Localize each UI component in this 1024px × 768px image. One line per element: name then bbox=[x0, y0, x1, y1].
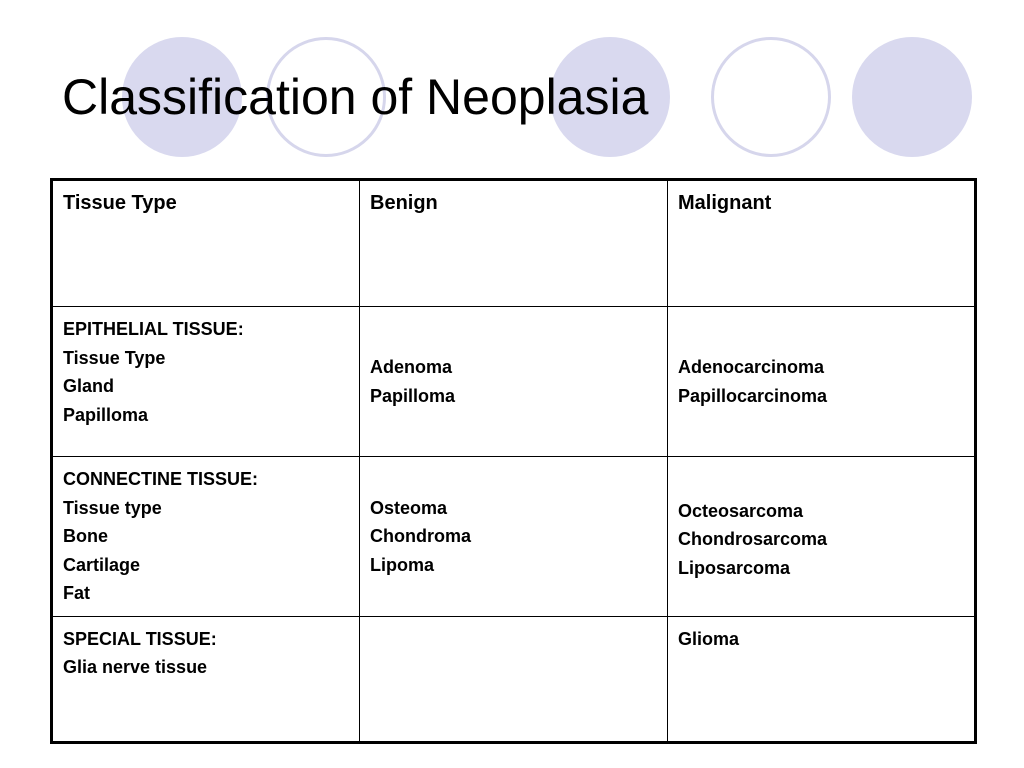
tissue-line: Bone bbox=[63, 526, 108, 546]
malignant-item: Octeosarcoma bbox=[678, 500, 804, 521]
malignant-item: Glioma bbox=[678, 628, 740, 649]
malignant-item: Adenocarcinoma bbox=[678, 357, 825, 377]
tissue-line: Tissue Type bbox=[63, 347, 166, 368]
slide-title: Classification of Neoplasia bbox=[62, 69, 649, 125]
tissue-line: Tissue type bbox=[63, 497, 162, 518]
table-header-row bbox=[52, 180, 976, 307]
cell-epithelial-tissue bbox=[52, 307, 360, 457]
cell-epithelial-benign bbox=[360, 307, 668, 457]
cell-epithelial-malignant bbox=[668, 307, 976, 457]
cell-connective-malignant bbox=[668, 457, 976, 617]
category-label: EPITHELIAL TISSUE: bbox=[63, 319, 244, 339]
table-row-connective bbox=[52, 457, 976, 617]
neoplasia-table bbox=[50, 178, 977, 744]
decor-circle-4 bbox=[711, 37, 831, 157]
benign-item: Adenoma bbox=[370, 357, 453, 377]
cell-special-tissue bbox=[52, 616, 360, 742]
malignant-item: Papillocarcinoma bbox=[678, 385, 828, 406]
malignant-item: Chondrosarcoma bbox=[678, 529, 828, 549]
header-tissue-type: Tissue Type bbox=[52, 180, 360, 307]
tissue-line: Glia nerve tissue bbox=[63, 657, 208, 677]
cell-special-benign bbox=[360, 616, 668, 742]
header-benign: Benign bbox=[360, 180, 668, 307]
malignant-item: Liposarcoma bbox=[678, 557, 791, 578]
table-row-special bbox=[52, 616, 976, 742]
category-label: SPECIAL TISSUE: bbox=[63, 628, 217, 649]
table-row-epithelial bbox=[52, 307, 976, 457]
tissue-line: Cartilage bbox=[63, 554, 141, 575]
tissue-line: Fat bbox=[63, 583, 90, 603]
benign-item: Osteoma bbox=[370, 497, 448, 518]
benign-item: Papilloma bbox=[370, 385, 456, 406]
cell-special-malignant bbox=[668, 616, 976, 742]
decor-circle-5 bbox=[852, 37, 972, 157]
benign-item: Lipoma bbox=[370, 554, 435, 575]
tissue-line: Gland bbox=[63, 376, 115, 396]
benign-item: Chondroma bbox=[370, 526, 471, 546]
tissue-line: Papilloma bbox=[63, 404, 149, 425]
cell-connective-tissue bbox=[52, 457, 360, 617]
cell-connective-benign bbox=[360, 457, 668, 617]
category-label: CONNECTINE TISSUE: bbox=[63, 469, 259, 489]
header-malignant: Malignant bbox=[668, 180, 976, 307]
